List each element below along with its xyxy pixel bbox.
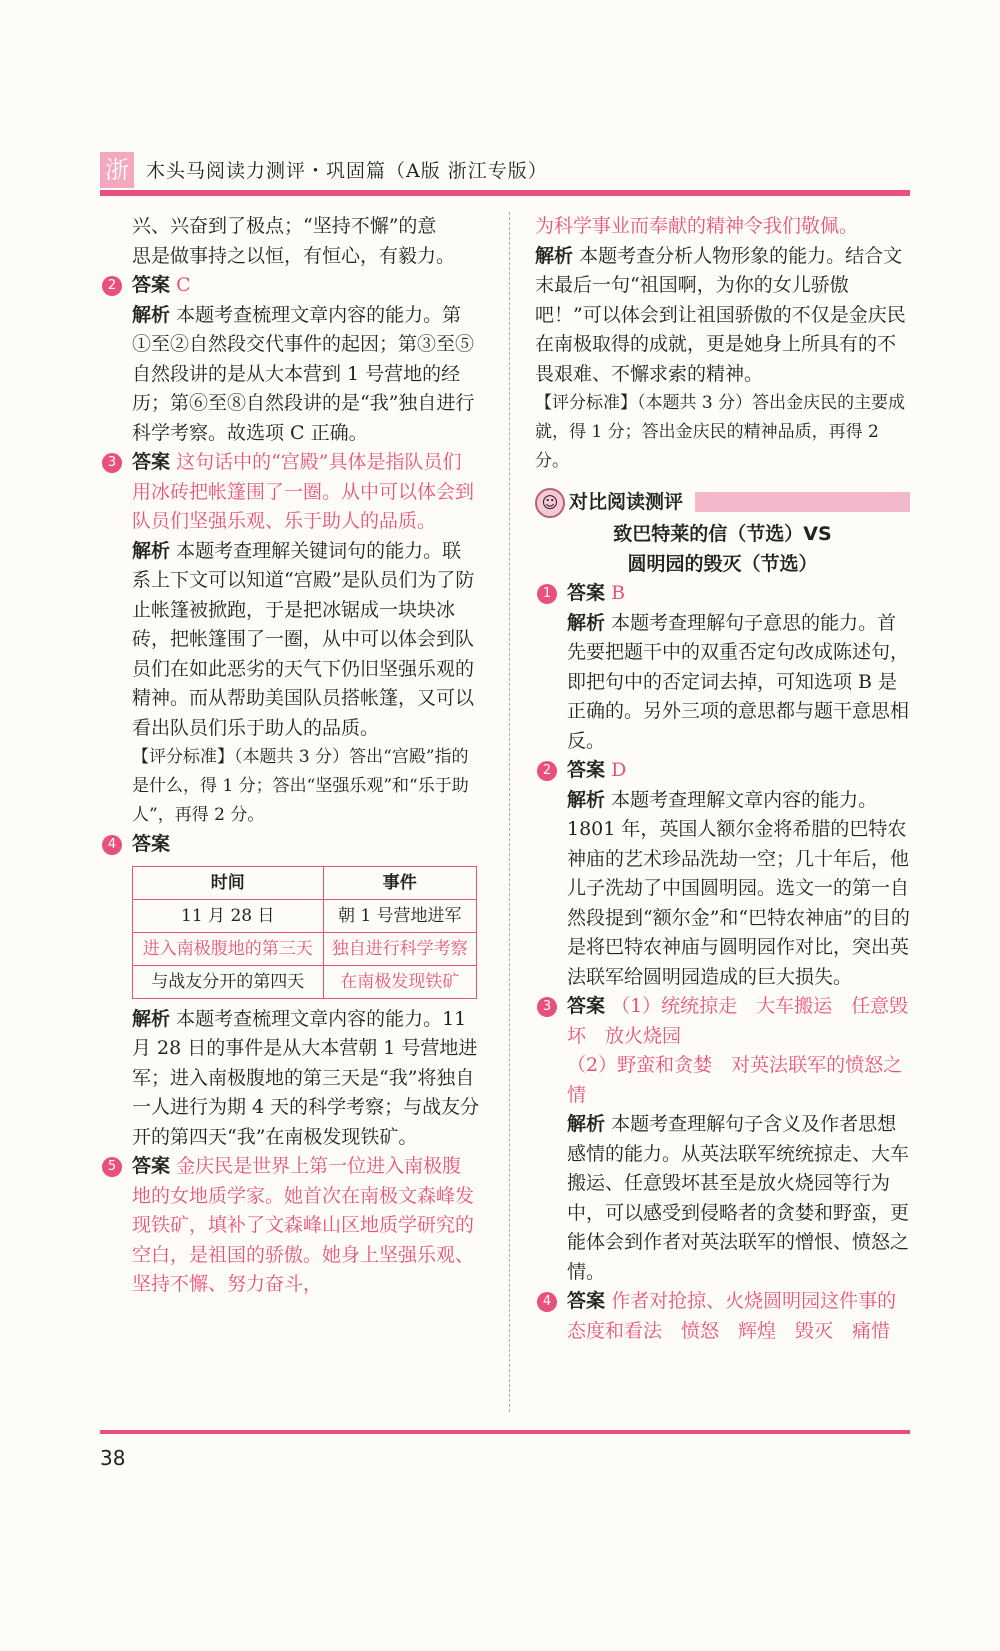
- score-label: 【评分标准】: [132, 747, 234, 767]
- section-bar: [695, 492, 910, 512]
- answer-label: 答案: [132, 451, 171, 473]
- article-title: 致巴特莱的信（节选）VS: [613, 523, 832, 545]
- answer-label: 答案: [567, 995, 606, 1017]
- question-number: 4: [537, 1292, 557, 1312]
- question-number: 4: [102, 835, 122, 855]
- question-number: 1: [537, 584, 557, 604]
- answer-label: 答案: [567, 1290, 606, 1312]
- footer-rule: [100, 1430, 910, 1434]
- table-cell: 朝 1 号营地进军: [323, 899, 477, 932]
- page-header: [100, 152, 910, 192]
- question-number: 2: [537, 761, 557, 781]
- analysis-text: 本题考查理解句子意思的能力。首先要把题干中的双重否定句改成陈述句，即把句中的否定词去掉，可知选项 B 是正确的。另外三项的意思都与题干意思相反。: [567, 611, 910, 752]
- analysis-label: 解析: [567, 788, 606, 811]
- table-cell: 在南极发现铁矿: [323, 965, 477, 998]
- answer-text: B: [611, 582, 626, 604]
- section-title: 对比阅读测评: [569, 491, 684, 513]
- table-cell: 进入南极腹地的第三天: [133, 932, 324, 965]
- table-row: [133, 965, 477, 998]
- answer-table: [132, 866, 477, 999]
- left-column: [100, 212, 480, 1300]
- question-3: [100, 448, 480, 830]
- section-header: [535, 486, 910, 520]
- analysis-text: 本题考查理解关键词句的能力。联系上下文可以知道“宫殿”是队员们为了防止帐篷被掀跑，于是把冰锯成一块块冰砖，把帐篷围了一圈，从中可以体会到队员们在如此恶劣的天气下仍旧坚强乐观的精神。而从帮助美国队员搭帐篷，又可以看出队员们乐于助人的品质。: [132, 539, 475, 739]
- analysis-text: 本题考查梳理文章内容的能力。第①至②自然段交代事件的起因；第③至⑤自然段讲的是从大本营到 1 号营地的经历；第⑥至⑧自然段讲的是“我”独自进行科学考察。故选项 C 正确。: [132, 303, 475, 444]
- continued-line: 兴、兴奋到了极点；“坚持不懈”的意: [132, 215, 437, 237]
- question-number: 3: [537, 997, 557, 1017]
- analysis-label: 解析: [132, 1007, 171, 1030]
- answer-label: 答案: [132, 274, 171, 296]
- table-cell: 11 月 28 日: [133, 899, 324, 932]
- question-number: 2: [102, 276, 122, 296]
- province-badge: 浙: [100, 152, 134, 188]
- table-cell: 与战友分开的第四天: [133, 965, 324, 998]
- article-title: 圆明园的毁灭（节选）: [627, 552, 818, 575]
- right-column: [535, 212, 910, 1346]
- analysis-label: 解析: [567, 1113, 606, 1135]
- face-icon: ☺: [535, 488, 565, 518]
- table-header: 时间: [133, 866, 324, 899]
- question-r4: [535, 1287, 910, 1346]
- question-number: 3: [102, 453, 122, 473]
- header-rule: [100, 190, 910, 196]
- score-text: （本题共 3 分）答出“宫殿”指的是什么，得 1 分；答出“坚强乐观”和“乐于助人”，再得 2 分。: [132, 747, 469, 825]
- analysis-label: 解析: [132, 539, 171, 562]
- answer-text: C: [176, 274, 191, 296]
- question-r1: [535, 579, 910, 756]
- analysis-label: 解析: [535, 244, 574, 267]
- question-r3: [535, 992, 910, 1287]
- continued-answer: 为科学事业而奉献的精神令我们敬佩。: [535, 215, 859, 237]
- analysis-text: 本题考查分析人物形象的能力。结合文末最后一句“祖国啊，为你的女儿骄傲吧！”可以体会到让祖国骄傲的不仅是金庆民在南极取得的成就，更是她身上所具有的不畏艰难、不懈求索的精神。: [535, 244, 906, 385]
- answer-text: （1）统统掠走 大车搬运 任意毁坏 放火烧园: [567, 995, 909, 1047]
- question-number: 5: [102, 1157, 122, 1177]
- score-label: 【评分标准】: [535, 393, 637, 413]
- analysis-text: 本题考查梳理文章内容的能力。11 月 28 日的事件是从大本营朝 1 号营地进军；进入南极腹地的第三天是“我”将独自一人进行为期 4 天的科学考察；与战友分开的第四天“我”在南极发现铁矿。: [132, 1007, 480, 1148]
- answer-text: D: [611, 759, 627, 781]
- question-5: [100, 1152, 480, 1300]
- question-r2: [535, 756, 910, 992]
- answer-label: 答案: [567, 582, 606, 604]
- analysis-text: 本题考查理解文章内容的能力。1801 年，英国人额尔金将希腊的巴特农神庙的艺术珍品洗劫一空；几十年后，他儿子洗劫了中国圆明园。选文一的第一自然段提到“额尔金”和“巴特农神庙”的目的是将巴特农神庙与圆明园作对比，突出英法联军给圆明园造成的巨大损失。: [567, 788, 910, 988]
- analysis-label: 解析: [132, 303, 171, 326]
- book-title: 木头马阅读力测评・巩固篇（A版 浙江专版）: [146, 160, 548, 182]
- table-cell: 独自进行科学考察: [323, 932, 477, 965]
- analysis-label: 解析: [567, 611, 606, 634]
- analysis-text: 本题考查理解句子含义及作者思想感情的能力。从英法联军统统掠走、大车搬运、任意毁坏甚至是放火烧园等行为中，可以感受到侵略者的贪婪和野蛮，更能体会到作者对英法联军的憎恨、愤怒之情。: [567, 1113, 910, 1283]
- answer-text: （2）野蛮和贪婪 对英法联军的愤怒之情: [567, 1054, 903, 1106]
- table-row: [133, 932, 477, 965]
- score-text: （本题共 3 分）答出金庆民的主要成就，得 1 分；答出金庆民的精神品质，再得 2 分。: [535, 393, 906, 471]
- answer-label: 答案: [567, 759, 606, 781]
- question-4-analysis: [100, 1005, 480, 1153]
- continued-line: 思是做事持之以恒，有恒心，有毅力。: [132, 244, 456, 267]
- question-2: [100, 271, 480, 448]
- answer-label: 答案: [132, 833, 171, 855]
- column-divider: [509, 212, 511, 1412]
- answer-text: 金庆民是世界上第一位进入南极腹地的女地质学家。她首次在南极文森峰发现铁矿，填补了文森峰山区地质学研究的空白，是祖国的骄傲。她身上坚强乐观、坚持不懈、努力奋斗，: [132, 1155, 475, 1295]
- page-number: 38: [100, 1446, 126, 1470]
- table-header: 事件: [323, 866, 477, 899]
- answer-text: 这句话中的“宫殿”具体是指队员们用冰砖把帐篷围了一圈。从中可以体会到队员们坚强乐观、乐于助人的品质。: [132, 451, 475, 532]
- answer-text: 作者对抢掠、火烧圆明园这件事的态度和看法 愤怒 辉煌 毁灭 痛惜: [567, 1290, 897, 1342]
- question-4: [100, 830, 480, 860]
- answer-label: 答案: [132, 1155, 171, 1177]
- table-row: [133, 899, 477, 932]
